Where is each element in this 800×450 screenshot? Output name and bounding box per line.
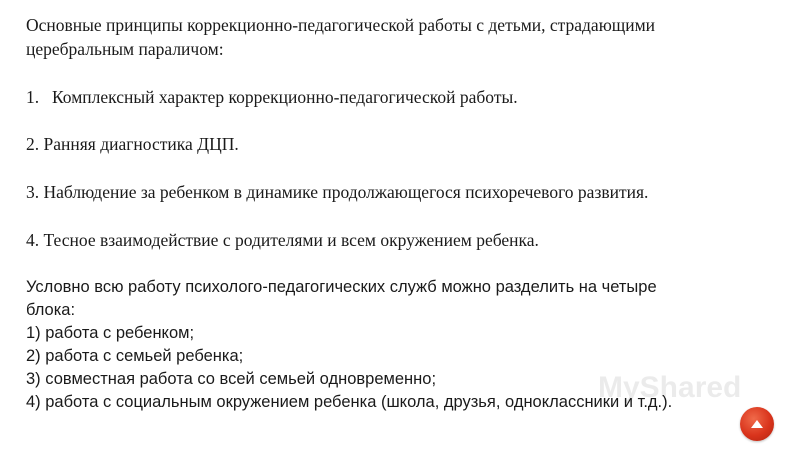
blocks-intro-line-1: Условно всю работу психолого-педагогических служб можно разделить на четыре bbox=[26, 278, 657, 296]
block-item-1: 1) работа с ребенком; bbox=[26, 324, 195, 342]
scroll-to-top-icon[interactable] bbox=[740, 407, 774, 441]
block-item-4: 4) работа с социальным окружением ребенка (школа, друзья, одноклассники и т.д.). bbox=[26, 393, 673, 411]
principle-3: 3. Наблюдение за ребенком в динамике продолжающегося психоречевого развития. bbox=[26, 182, 649, 202]
principle-1-marker: 1. bbox=[26, 87, 40, 107]
watermark: MyShared bbox=[598, 371, 742, 404]
principle-1-text: Комплексный характер коррекционно-педагогической работы. bbox=[52, 87, 518, 107]
principle-4: 4. Тесное взаимодействие с родителями и всем окружением ребенка. bbox=[26, 230, 539, 250]
arrow-up-icon bbox=[751, 420, 763, 428]
heading-line-1: Основные принципы коррекционно-педагогической работы с детьми, страдающими bbox=[26, 15, 656, 35]
principle-2: 2. Ранняя диагностика ДЦП. bbox=[26, 134, 239, 154]
blocks-intro-line-2: блока: bbox=[26, 301, 76, 319]
block-item-2: 2) работа с семьей ребенка; bbox=[26, 347, 244, 365]
heading-line-2: церебральным параличом: bbox=[26, 39, 224, 59]
principle-1 bbox=[26, 86, 518, 109]
block-item-3: 3) совместная работа со всей семьей одновременно; bbox=[26, 370, 437, 388]
